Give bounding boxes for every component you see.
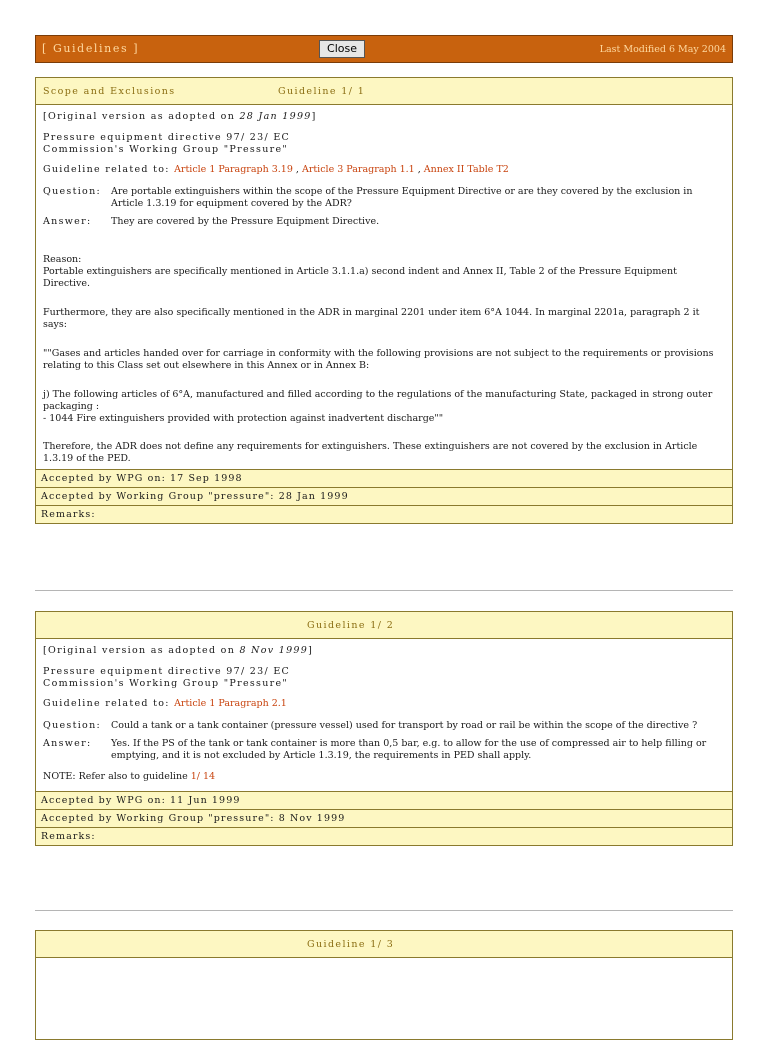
question-row: [43, 186, 725, 210]
question-row: [43, 720, 725, 732]
link-article-3-1-1[interactable]: Article 3 Paragraph 1.1: [301, 164, 415, 175]
related-links: Guideline related to: Article 1 Paragraph 3.19 , Article 3 Paragraph 1.1 , Annex II Table T2: [43, 164, 509, 175]
note-text: NOTE: Refer also to guideline 1/ 14: [43, 771, 216, 782]
guideline-card-1-1: [35, 77, 733, 524]
therefore-text: Therefore, the ADR does not define any requirements for extinguishers. These extinguishers are not covered by the exclusion in Article 1.3.19 of the PED.: [43, 441, 698, 464]
question-label: Question:: [43, 720, 101, 731]
remarks: Remarks:: [36, 827, 732, 845]
guideline-number: Guideline 1/ 1: [278, 86, 366, 97]
top-bar: [35, 35, 733, 63]
directive-name: Pressure equipment directive 97/ 23/ EC: [43, 666, 291, 677]
close-button[interactable]: Close: [319, 40, 365, 58]
scope-heading: Scope and Exclusions: [43, 86, 176, 97]
question-label: Question:: [43, 186, 101, 197]
original-version: [Original version as adopted on 28 Jan 1999]: [43, 111, 317, 122]
original-version: [Original version as adopted on 8 Nov 1999]: [43, 645, 314, 656]
question-text: Are portable extinguishers within the scope of the Pressure Equipment Directive or are they covered by the exclusion in Article 1.3.19 for equipment covered by the ADR?: [111, 186, 693, 209]
answer-row: [43, 216, 725, 228]
guideline-header: [36, 612, 732, 639]
question-text: Could a tank or a tank container (pressure vessel) used for transport by road or rail be within the scope of the directive ?: [111, 720, 698, 731]
related-links: Guideline related to: Article 1 Paragraph 2.1: [43, 698, 287, 709]
answer-row: [43, 738, 725, 762]
accepted-working-group: Accepted by Working Group "pressure": 28 Jan 1999: [36, 487, 732, 505]
directive-name: Pressure equipment directive 97/ 23/ EC: [43, 132, 291, 143]
link-article-1-3-19[interactable]: Article 1 Paragraph 3.19: [174, 164, 293, 175]
guideline-card-1-2: [35, 611, 733, 846]
answer-text: They are covered by the Pressure Equipment Directive.: [111, 216, 380, 227]
guideline-body: [36, 639, 732, 791]
guideline-body: [36, 105, 732, 469]
accepted-wpg: Accepted by WPG on: 11 Jun 1999: [36, 791, 732, 809]
remarks: Remarks:: [36, 505, 732, 523]
guideline-number: Guideline 1/ 2: [307, 620, 395, 631]
link-annex-ii-table-t2[interactable]: Annex II Table T2: [423, 164, 509, 175]
accepted-wpg: Accepted by WPG on: 17 Sep 1998: [36, 469, 732, 487]
guideline-header: [36, 78, 732, 105]
furthermore-text: Furthermore, they are also specifically mentioned in the ADR in marginal 2201 under item 6°A 1044. In marginal 2201a, paragraph 2 it says:: [43, 307, 700, 330]
adr-subquote: j) The following articles of 6°A, manufactured and filled according to the regulations of the manufacturing State, packaged in strong outer packaging :: [43, 389, 713, 412]
accepted-working-group: Accepted by Working Group "pressure": 8 Nov 1999: [36, 809, 732, 827]
answer-label: Answer:: [43, 738, 92, 749]
separator: [35, 910, 733, 911]
guidelines-title: [ Guidelines ]: [42, 42, 140, 55]
adr-quote: ""Gases and articles handed over for carriage in conformity with the following provisions are not subject to the requirements or provisions relating to this Class set out elsewhere in this Annex or in Annex B:: [43, 348, 714, 371]
link-article-1-2-1[interactable]: Article 1 Paragraph 2.1: [174, 698, 287, 709]
reason-label: Reason:: [43, 254, 82, 265]
link-guideline-1-14[interactable]: 1/ 14: [190, 771, 216, 782]
reason-text: Portable extinguishers are specifically mentioned in Article 3.1.1.a) second indent and Annex II, Table 2 of the Pressure Equipment Directive.: [43, 266, 677, 289]
guideline-number: Guideline 1/ 3: [307, 939, 395, 950]
guideline-header: [36, 931, 732, 958]
separator: [35, 590, 733, 591]
answer-text: Yes. If the PS of the tank or tank container is more than 0,5 bar, e.g. to allow for the use of compressed air to help filling or emptying, and it is not excluded by Article 1.3.19, the requirements in PED shall apply.: [111, 738, 707, 761]
working-group: Commission's Working Group "Pressure": [43, 144, 289, 155]
adr-subquote-item: - 1044 Fire extinguishers provided with protection against inadvertent discharge"": [43, 413, 444, 424]
last-modified: Last Modified 6 May 2004: [599, 44, 726, 55]
working-group: Commission's Working Group "Pressure": [43, 678, 289, 689]
answer-label: Answer:: [43, 216, 92, 227]
